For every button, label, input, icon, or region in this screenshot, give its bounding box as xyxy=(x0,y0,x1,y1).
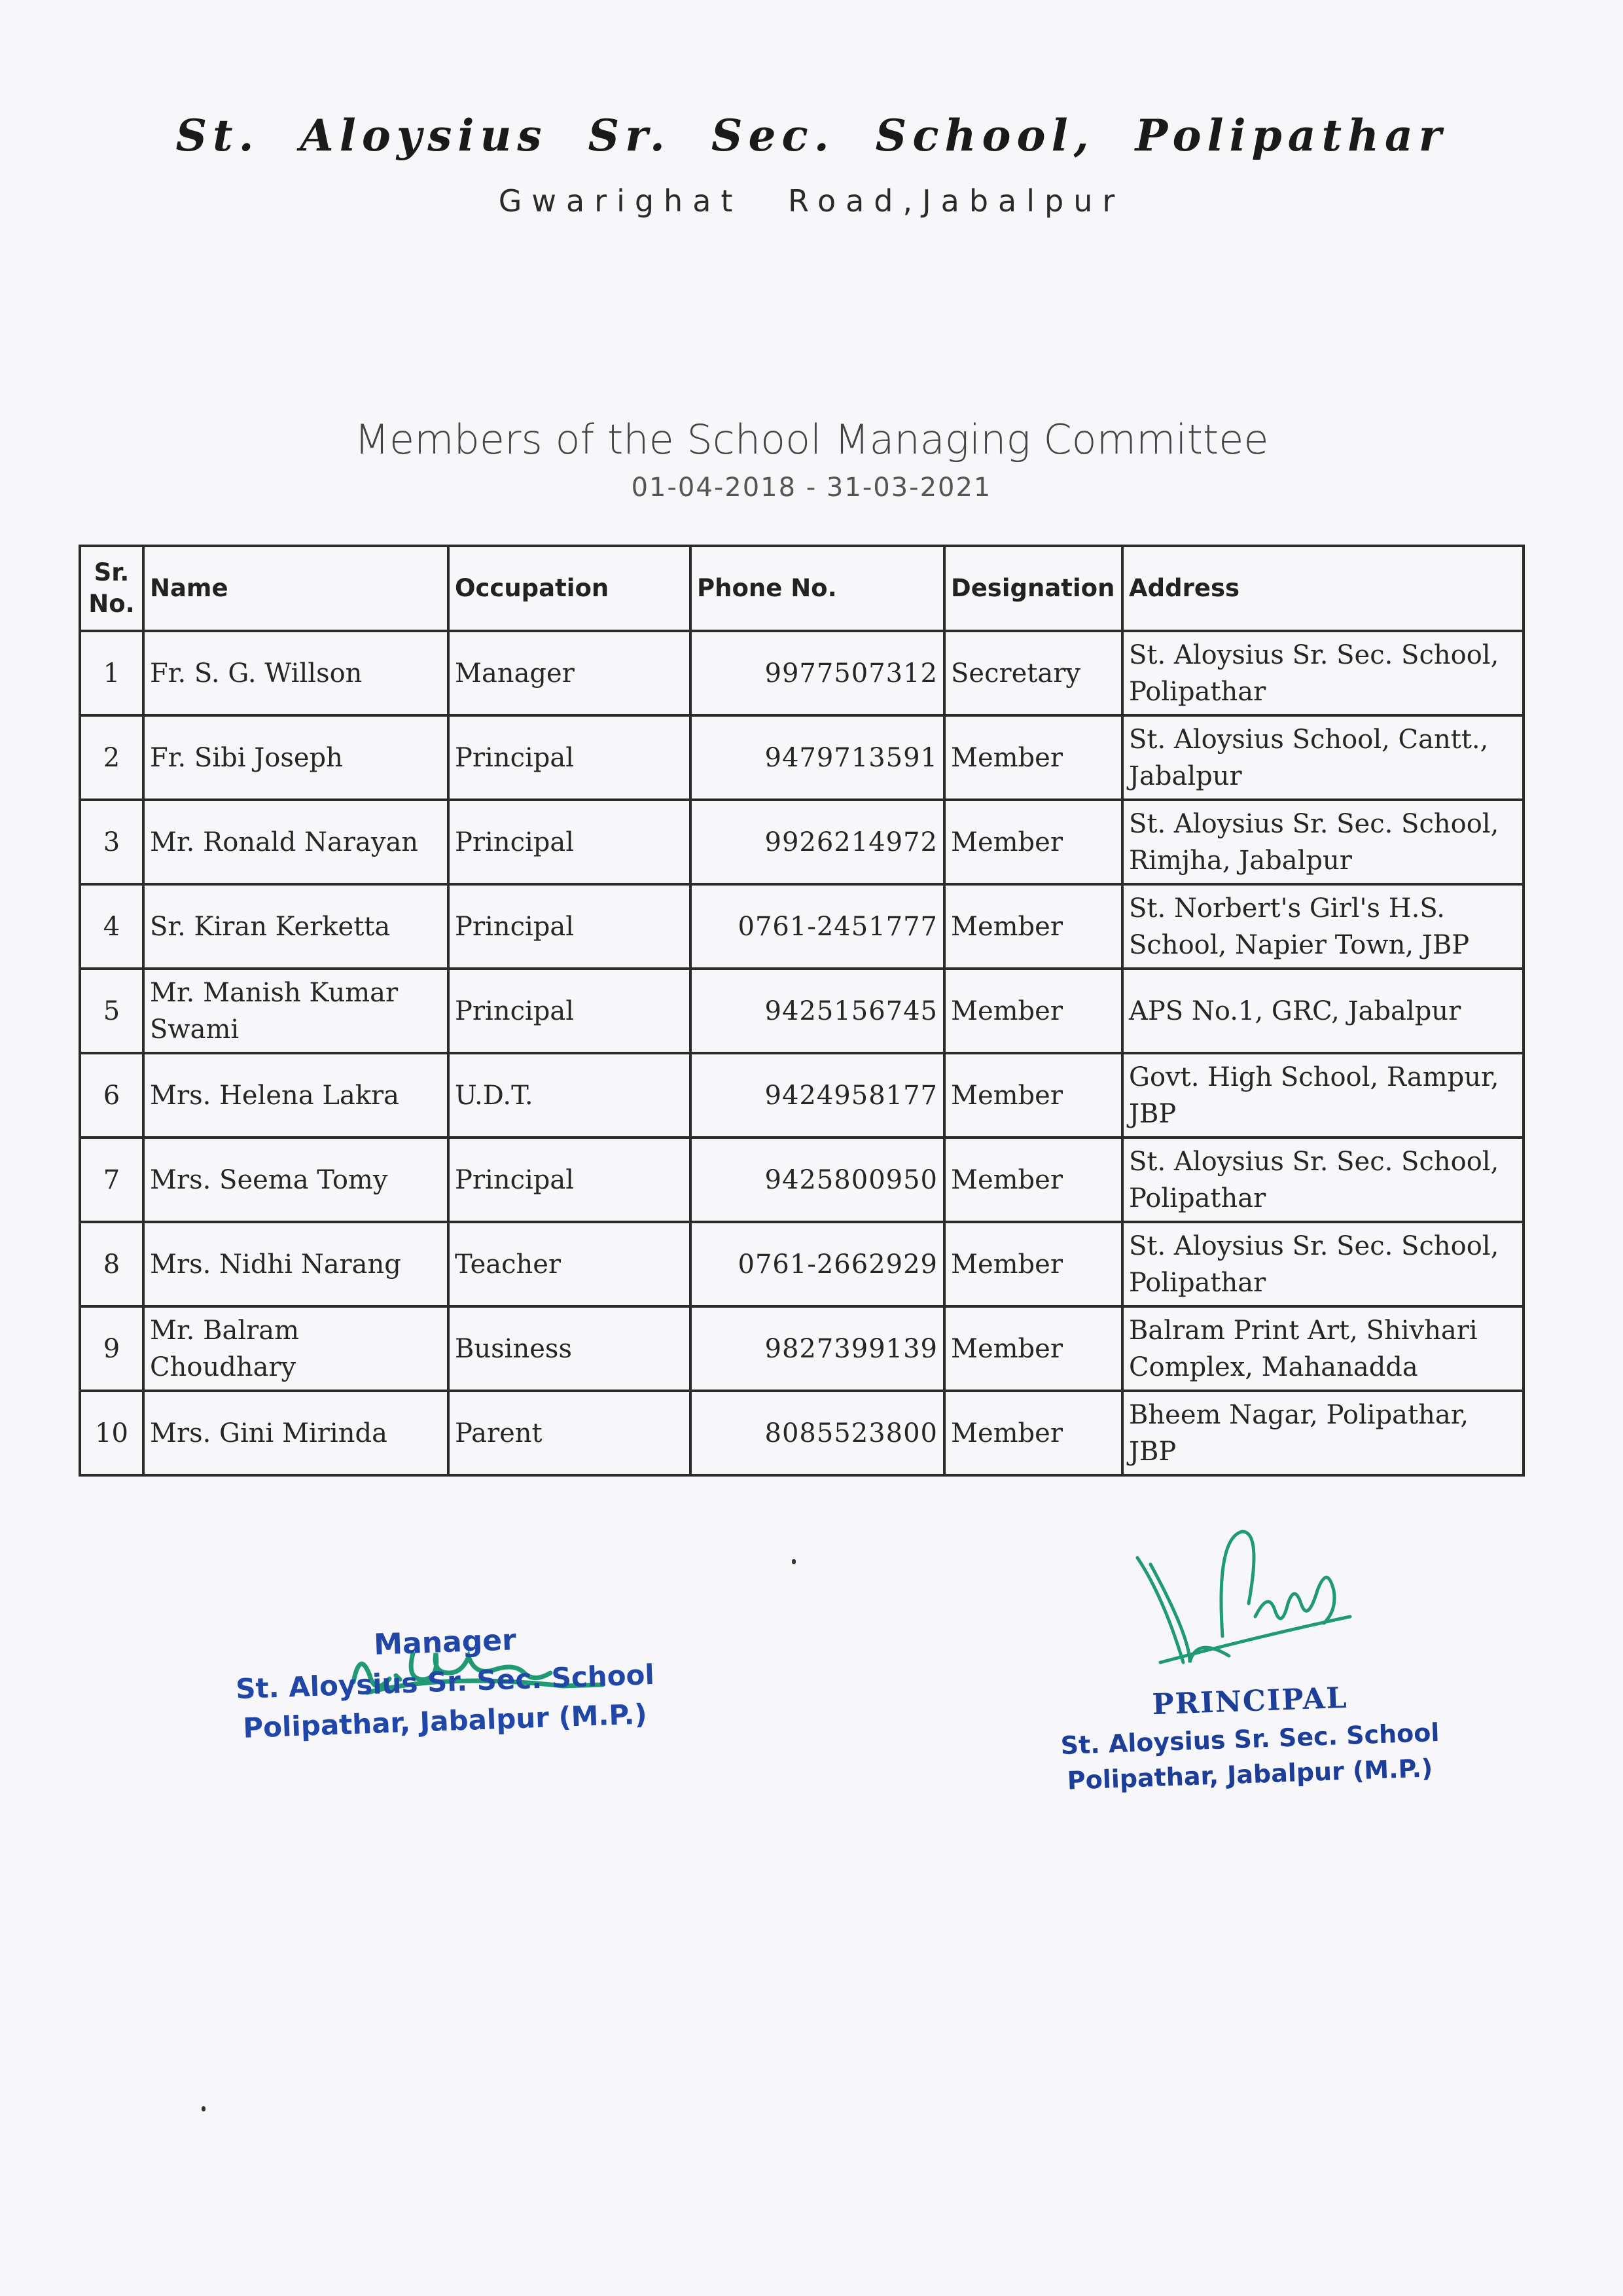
cell-phone: 9479713591 xyxy=(690,715,944,800)
principal-stamp-location: Polipathar, Jabalpur (M.P.) xyxy=(1067,1753,1433,1795)
table-row xyxy=(80,1391,1524,1475)
table-header-row xyxy=(80,546,1524,631)
cell-phone: 0761-2662929 xyxy=(690,1222,944,1306)
cell-occupation: Parent xyxy=(448,1391,690,1475)
cell-sr-no: 10 xyxy=(80,1391,143,1475)
cell-address: St. Aloysius Sr. Sec. School, Polipathar xyxy=(1122,1222,1524,1306)
cell-designation: Member xyxy=(944,1222,1122,1306)
table-row xyxy=(80,715,1524,800)
cell-sr-no: 9 xyxy=(80,1306,143,1391)
principal-stamp-school: St. Aloysius Sr. Sec. School xyxy=(1060,1717,1440,1761)
cell-phone: 9977507312 xyxy=(690,631,944,715)
cell-address: St. Aloysius Sr. Sec. School, Polipathar xyxy=(1122,631,1524,715)
cell-name: Mrs. Nidhi Narang xyxy=(143,1222,448,1306)
cell-address: APS No.1, GRC, Jabalpur xyxy=(1122,969,1524,1053)
principal-stamp xyxy=(1021,1681,1479,1795)
column-header-name: Name xyxy=(143,546,448,631)
scan-speck xyxy=(202,2106,205,2111)
cell-name: Fr. S. G. Willson xyxy=(143,631,448,715)
cell-address: Bheem Nagar, Polipathar, JBP xyxy=(1122,1391,1524,1475)
manager-stamp-location: Polipathar, Jabalpur (M.P.) xyxy=(242,1698,648,1744)
cell-designation: Member xyxy=(944,884,1122,969)
document-period: 01-04-2018 - 31-03-2021 xyxy=(631,473,992,503)
cell-address: St. Aloysius Sr. Sec. School, Polipathar xyxy=(1122,1138,1524,1222)
table-row xyxy=(80,969,1524,1053)
school-address: Gwarighat Road,Jabalpur xyxy=(498,183,1125,219)
cell-designation: Member xyxy=(944,1391,1122,1475)
principal-stamp-role: PRINCIPAL xyxy=(1151,1681,1349,1722)
cell-phone: 0761-2451777 xyxy=(690,884,944,969)
cell-designation: Member xyxy=(944,715,1122,800)
cell-name: Mrs. Gini Mirinda xyxy=(143,1391,448,1475)
cell-name: Mrs. Seema Tomy xyxy=(143,1138,448,1222)
cell-occupation: Business xyxy=(448,1306,690,1391)
cell-address: Balram Print Art, Shivhari Complex, Mahanadda xyxy=(1122,1306,1524,1391)
column-header-sr-no: Sr. No. xyxy=(80,546,143,631)
cell-name: Mr. Ronald Narayan xyxy=(143,800,448,884)
cell-sr-no: 4 xyxy=(80,884,143,969)
cell-sr-no: 7 xyxy=(80,1138,143,1222)
cell-occupation: Principal xyxy=(448,1138,690,1222)
cell-occupation: Manager xyxy=(448,631,690,715)
cell-address: St. Norbert's Girl's H.S. School, Napier Town, JBP xyxy=(1122,884,1524,969)
cell-phone: 9425800950 xyxy=(690,1138,944,1222)
table-row xyxy=(80,1138,1524,1222)
manager-stamp xyxy=(223,1623,668,1744)
cell-name: Mrs. Helena Lakra xyxy=(143,1053,448,1138)
cell-address: St. Aloysius Sr. Sec. School, Rimjha, Jabalpur xyxy=(1122,800,1524,884)
cell-sr-no: 2 xyxy=(80,715,143,800)
cell-address: Govt. High School, Rampur, JBP xyxy=(1122,1053,1524,1138)
cell-occupation: Principal xyxy=(448,884,690,969)
cell-occupation: Principal xyxy=(448,969,690,1053)
cell-name: Mr. Manish Kumar Swami xyxy=(143,969,448,1053)
cell-phone: 9425156745 xyxy=(690,969,944,1053)
cell-phone: 9424958177 xyxy=(690,1053,944,1138)
table-row xyxy=(80,631,1524,715)
cell-phone: 8085523800 xyxy=(690,1391,944,1475)
cell-sr-no: 1 xyxy=(80,631,143,715)
cell-occupation: U.D.T. xyxy=(448,1053,690,1138)
cell-phone: 9827399139 xyxy=(690,1306,944,1391)
cell-phone: 9926214972 xyxy=(690,800,944,884)
manager-stamp-school: St. Aloysius Sr. Sec. School xyxy=(235,1658,655,1706)
column-header-designation: Designation xyxy=(944,546,1122,631)
cell-designation: Member xyxy=(944,800,1122,884)
table-row xyxy=(80,1306,1524,1391)
scan-speck xyxy=(792,1559,796,1564)
cell-sr-no: 6 xyxy=(80,1053,143,1138)
principal-signature xyxy=(1126,1486,1400,1695)
cell-designation: Member xyxy=(944,1053,1122,1138)
cell-occupation: Principal xyxy=(448,715,690,800)
document-title: Members of the School Managing Committee xyxy=(354,416,1269,463)
cell-address: St. Aloysius School, Cantt., Jabalpur xyxy=(1122,715,1524,800)
table-row xyxy=(80,800,1524,884)
cell-name: Mr. Balram Choudhary xyxy=(143,1306,448,1391)
cell-designation: Secretary xyxy=(944,631,1122,715)
cell-sr-no: 3 xyxy=(80,800,143,884)
cell-name: Fr. Sibi Joseph xyxy=(143,715,448,800)
table-row xyxy=(80,884,1524,969)
table-row xyxy=(80,1053,1524,1138)
table-row xyxy=(80,1222,1524,1306)
committee-members-table xyxy=(79,545,1525,1477)
cell-designation: Member xyxy=(944,1306,1122,1391)
cell-designation: Member xyxy=(944,969,1122,1053)
school-name: St. Aloysius Sr. Sec. School, Polipathar xyxy=(175,110,1448,161)
column-header-phone: Phone No. xyxy=(690,546,944,631)
cell-occupation: Teacher xyxy=(448,1222,690,1306)
manager-stamp-role: Manager xyxy=(373,1623,517,1662)
column-header-occupation: Occupation xyxy=(448,546,690,631)
cell-designation: Member xyxy=(944,1138,1122,1222)
cell-occupation: Principal xyxy=(448,800,690,884)
cell-sr-no: 8 xyxy=(80,1222,143,1306)
cell-sr-no: 5 xyxy=(80,969,143,1053)
column-header-address: Address xyxy=(1122,546,1524,631)
cell-name: Sr. Kiran Kerketta xyxy=(143,884,448,969)
